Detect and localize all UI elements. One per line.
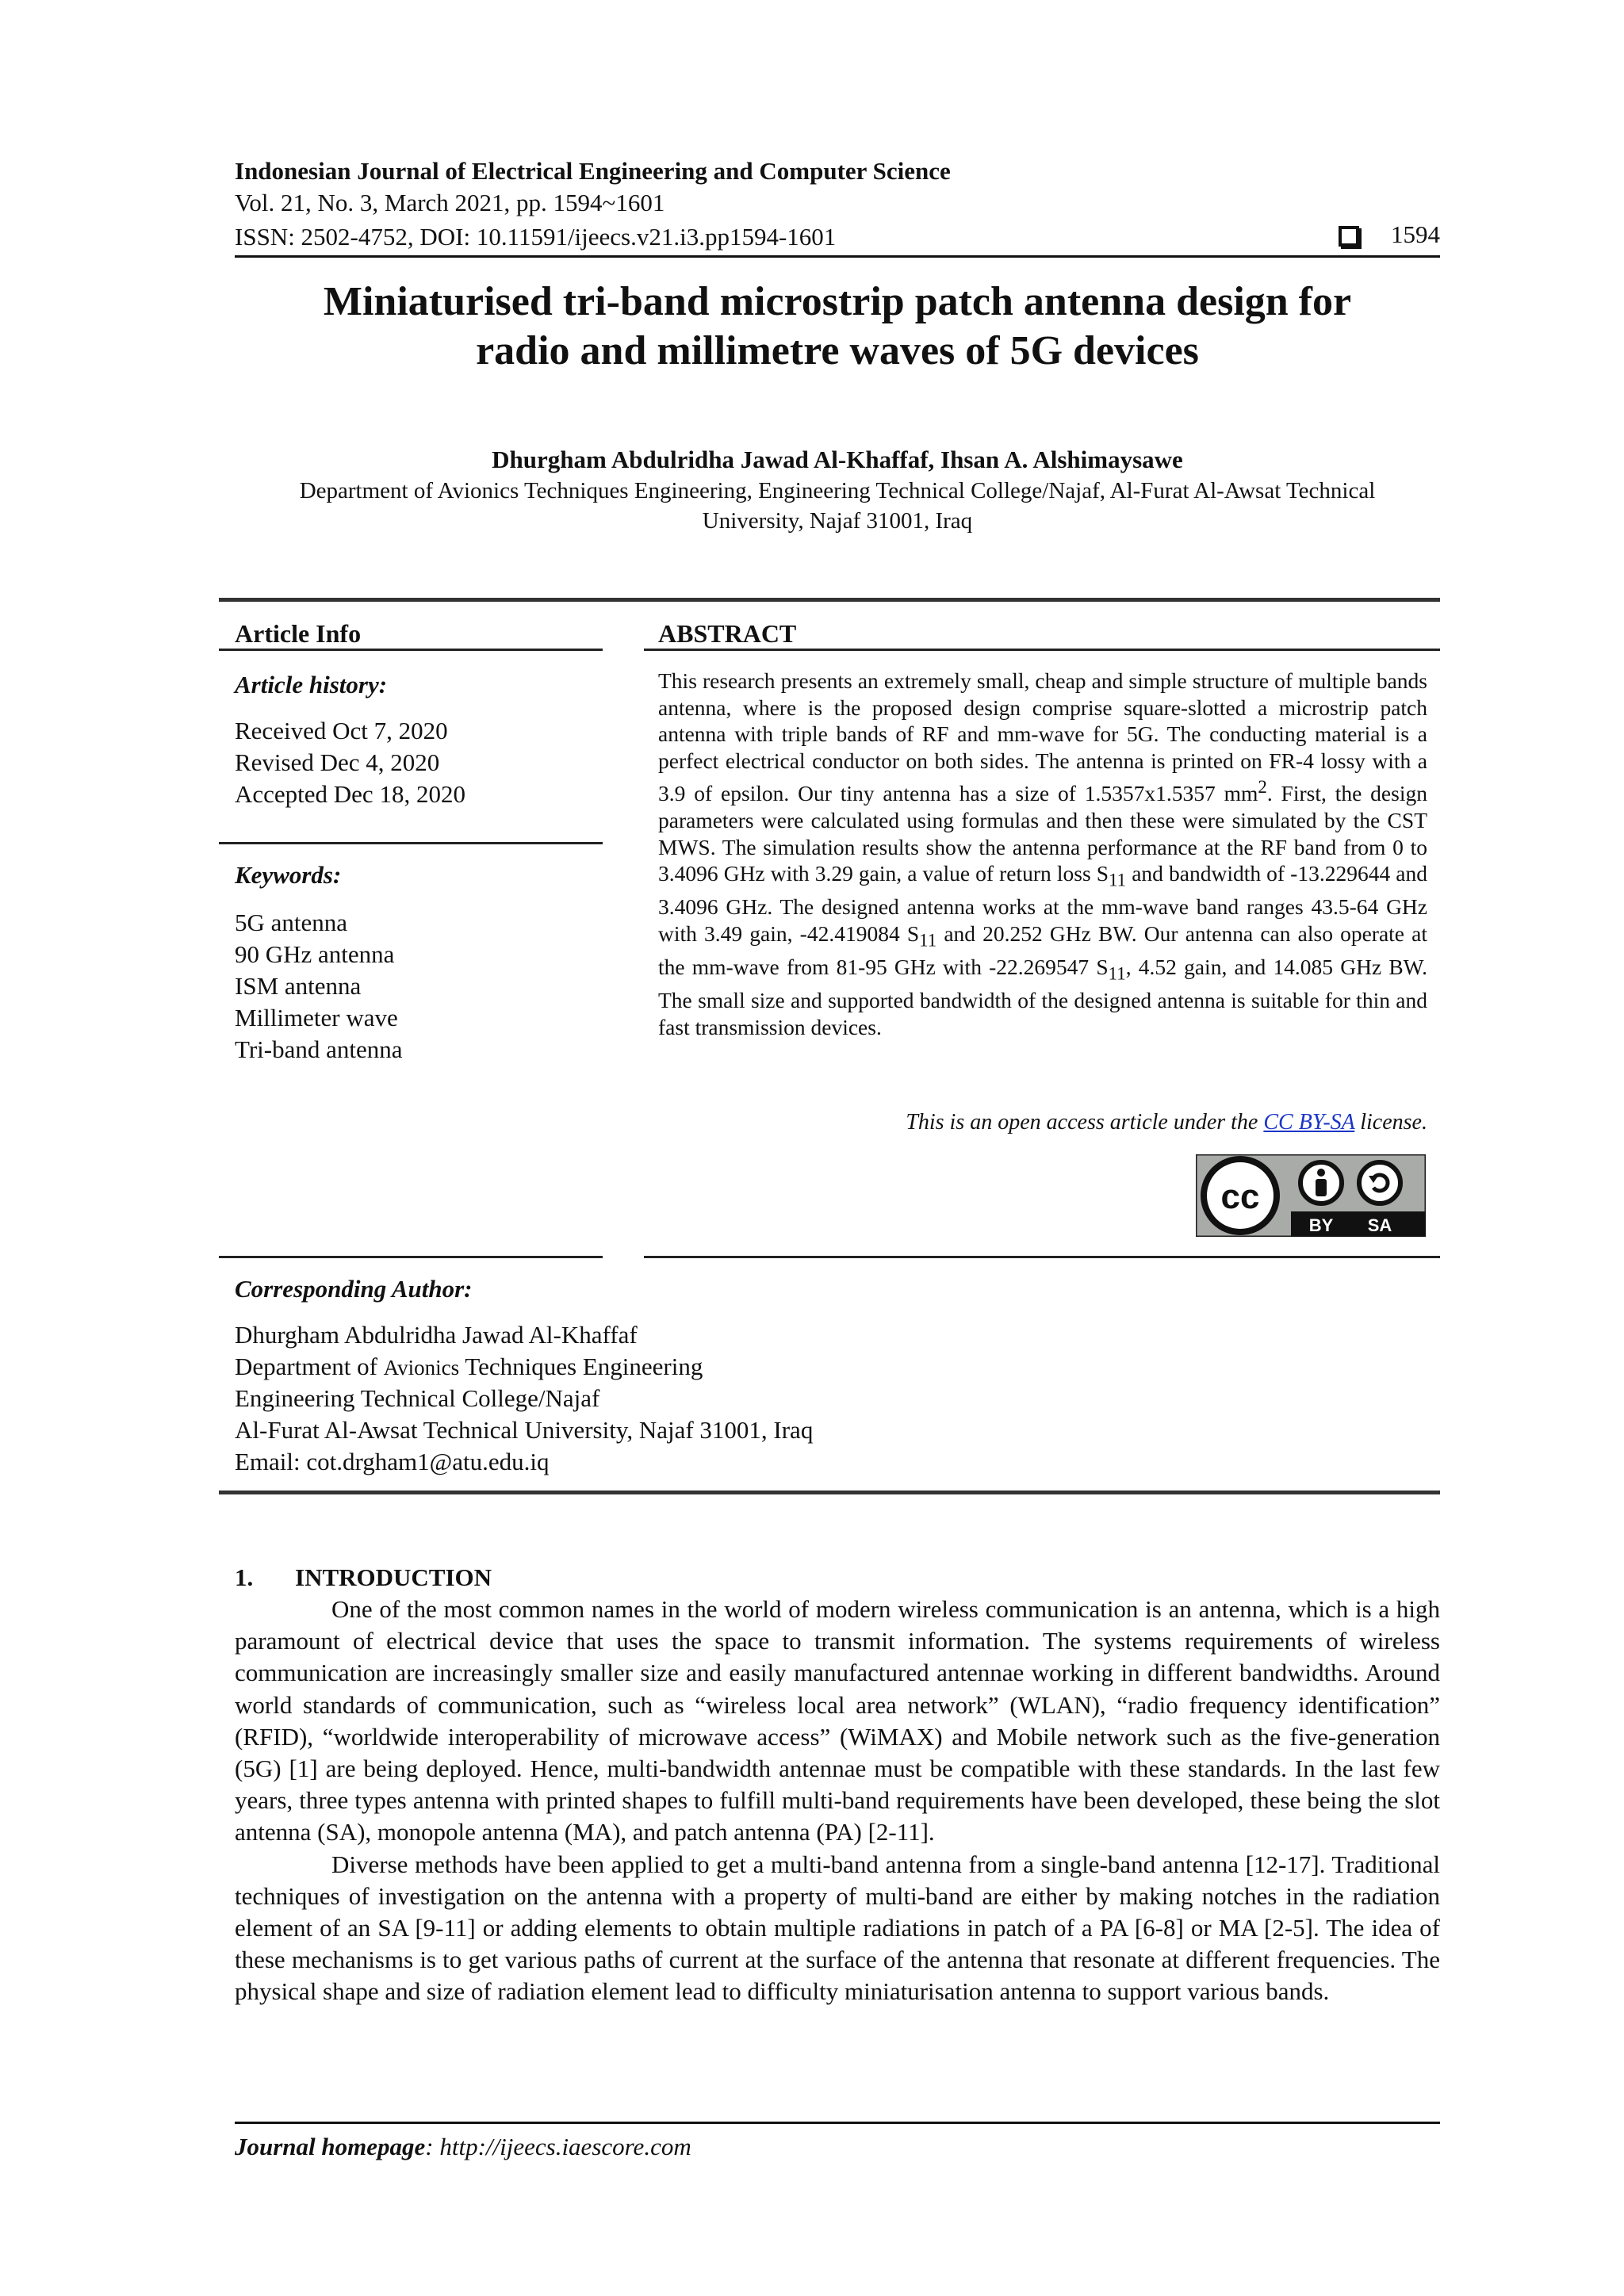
affiliation-line-1: Department of Avionics Techniques Engineering, Engineering Technical College/Najaf, Al-Furat Al-Awsat Technical <box>299 478 1376 503</box>
keyword-item: Tri-band antenna <box>235 1035 403 1063</box>
journal-name: Indonesian Journal of Electrical Engineering and Computer Science <box>235 157 951 185</box>
header-rule <box>235 255 1440 258</box>
cc-badge-text: cc <box>1220 1177 1260 1216</box>
sa-badge-text: SA <box>1367 1215 1392 1235</box>
abstract-heading: ABSTRACT <box>658 619 797 648</box>
corresponding-name: Dhurgham Abdulridha Jawad Al-Khaffaf <box>235 1321 638 1349</box>
issn-row <box>235 219 1440 253</box>
open-access-suffix: license. <box>1354 1110 1427 1135</box>
authors: Dhurgham Abdulridha Jawad Al-Khaffaf, Ihsan A. Alshimaysawe <box>492 446 1183 473</box>
affiliation-line-2: University, Najaf 31001, Iraq <box>702 508 973 534</box>
keyword-item: Millimeter wave <box>235 1004 398 1031</box>
corresponding-department: Department of Avionics Techniques Engineering <box>235 1353 703 1380</box>
keywords-heading: Keywords: <box>235 861 342 889</box>
history-revised: Revised Dec 4, 2020 <box>235 748 440 776</box>
article-history-list <box>235 715 465 810</box>
history-received: Received Oct 7, 2020 <box>235 717 448 744</box>
title-line-1: Miniaturised tri-band microstrip patch antenna design for <box>323 279 1352 324</box>
subscript-11: 11 <box>919 930 937 951</box>
paper-title <box>235 277 1440 376</box>
cc-by-sa-link[interactable]: CC BY-SA <box>1263 1110 1355 1135</box>
affiliation <box>235 476 1440 536</box>
keywords-bottom-rule <box>219 1256 603 1258</box>
keywords-list <box>235 907 403 1066</box>
superscript-2: 2 <box>1258 777 1267 798</box>
abstract-part-4: and 20.252 GHz BW. Our antenna can also operate at the mm-wave from 81-95 GHz with -22.269547 S <box>658 921 1427 980</box>
introduction-heading <box>235 1562 492 1594</box>
footer-rule <box>235 2122 1440 2124</box>
cc-by-sa-badge-icon[interactable] <box>1196 1154 1426 1237</box>
journal-header <box>235 155 1440 253</box>
title-line-2: radio and millimetre waves of 5G devices <box>476 328 1199 373</box>
history-accepted: Accepted Dec 18, 2020 <box>235 780 465 808</box>
footer-label: Journal homepage <box>235 2133 426 2160</box>
page-box-icon <box>1339 226 1359 247</box>
corresponding-email: Email: cot.drgham1@atu.edu.iq <box>235 1448 550 1475</box>
abstract-rule <box>644 649 1440 651</box>
section-number: 1. <box>235 1563 254 1591</box>
subscript-11: 11 <box>1108 963 1126 984</box>
page-number-group <box>1339 219 1440 251</box>
volume-line: Vol. 21, No. 3, March 2021, pp. 1594~1601 <box>235 189 665 216</box>
abstract-part-3: and bandwidth of -13.229644 and 3.4096 GHz. The designed antenna works at the mm-wave band ranges 43.5-64 GHz with 3.49 gain, -42.419084 S <box>658 861 1428 946</box>
history-rule <box>219 842 603 844</box>
keyword-item: 90 GHz antenna <box>235 940 395 968</box>
intro-paragraph-2: Diverse methods have been applied to get a multi-band antenna from a single-band antenna [12-17]. Traditional techniques of investigation on the antenna with a property of multi-band are either by making notches in the radiation element of an SA [9-11] or adding elements to obtain multiple radiations in patch of a PA [6-8] or MA [2-5]. The idea of these mechanisms is to get various paths of current at the surface of the antenna that resonate at different frequencies. The physical shape and size of radiation element lead to difficulty miniaturisation antenna to support various bands. <box>235 1850 1440 2006</box>
corresponding-author-details <box>235 1319 813 1478</box>
info-frame-top-rule <box>219 598 1440 602</box>
intro-paragraph-1: One of the most common names in the world of modern wireless communication is an antenna, which is a high paramount of electrical device that uses the space to transmit information. The systems requirements of wireless communication are increasingly smaller size and easily manufactured antennae working in different bandwidths. Around world standards of communication, such as “wireless local area network” (WLAN), “radio frequency identification” (RFID), “worldwide interoperability of microwave access” (WiMAX) and Mobile network such as the five-generation (5G) [1] are being deployed. Hence, multi-bandwidth antennae must be compatible with these standards. In the last few years, three types antenna with printed shapes to fulfill multi-band requirements have been developed, these being the slot antenna (SA), monopole antenna (MA), and patch antenna (PA) [2-11]. <box>235 1595 1440 1846</box>
by-badge-text: BY <box>1308 1215 1334 1235</box>
journal-homepage-link[interactable]: : http://ijeecs.iaescore.com <box>425 2133 691 2160</box>
introduction-body <box>235 1594 1440 2008</box>
article-history-heading: Article history: <box>235 671 388 698</box>
footer <box>235 2131 691 2163</box>
info-frame-bottom-rule <box>219 1490 1440 1494</box>
keyword-item: ISM antenna <box>235 972 362 1000</box>
section-title: INTRODUCTION <box>295 1563 492 1591</box>
page-number: 1594 <box>1391 220 1440 248</box>
subscript-11: 11 <box>1109 870 1127 890</box>
abstract-text <box>658 668 1427 1040</box>
open-access-prefix: This is an open access article under the <box>906 1110 1264 1135</box>
article-info-rule <box>219 649 603 651</box>
keyword-item: 5G antenna <box>235 909 348 936</box>
open-access-note <box>658 1108 1427 1137</box>
article-info-heading: Article Info <box>235 619 362 648</box>
corresponding-university: Al-Furat Al-Awsat Technical University, Najaf 31001, Iraq <box>235 1416 814 1444</box>
abstract-bottom-rule <box>644 1256 1440 1258</box>
issn-line: ISSN: 2502-4752, DOI: 10.11591/ijeecs.v21.i3.pp1594-1601 <box>235 223 837 251</box>
corresponding-author-heading: Corresponding Author: <box>235 1275 473 1303</box>
abstract-part-2: . First, the design parameters were calculated using formulas and then these were simulated by the CST MWS. The simulation results show the antenna performance at the RF band from 0 to 3.4096 GHz with 3.29 gain, a value of return loss S <box>658 781 1427 886</box>
abstract-part-1: This research presents an extremely small, cheap and simple structure of multiple bands antenna, where is the proposed design comprise square-slotted a microstrip patch antenna with triple bands of RF and mm-wave for 5G. The conducting material is a perfect electrical conductor on both sides. The antenna is printed on FR-4 lossy with a 3.9 of epsilon. Our tiny antenna has a size of 1.5357x1.5357 mm <box>658 668 1427 806</box>
corresponding-college: Engineering Technical College/Najaf <box>235 1384 600 1412</box>
abstract-part-5: , 4.52 gain, and 14.085 GHz BW. The small size and supported bandwidth of the designed antenna is suitable for thin and fast transmission devices. <box>658 955 1427 1039</box>
